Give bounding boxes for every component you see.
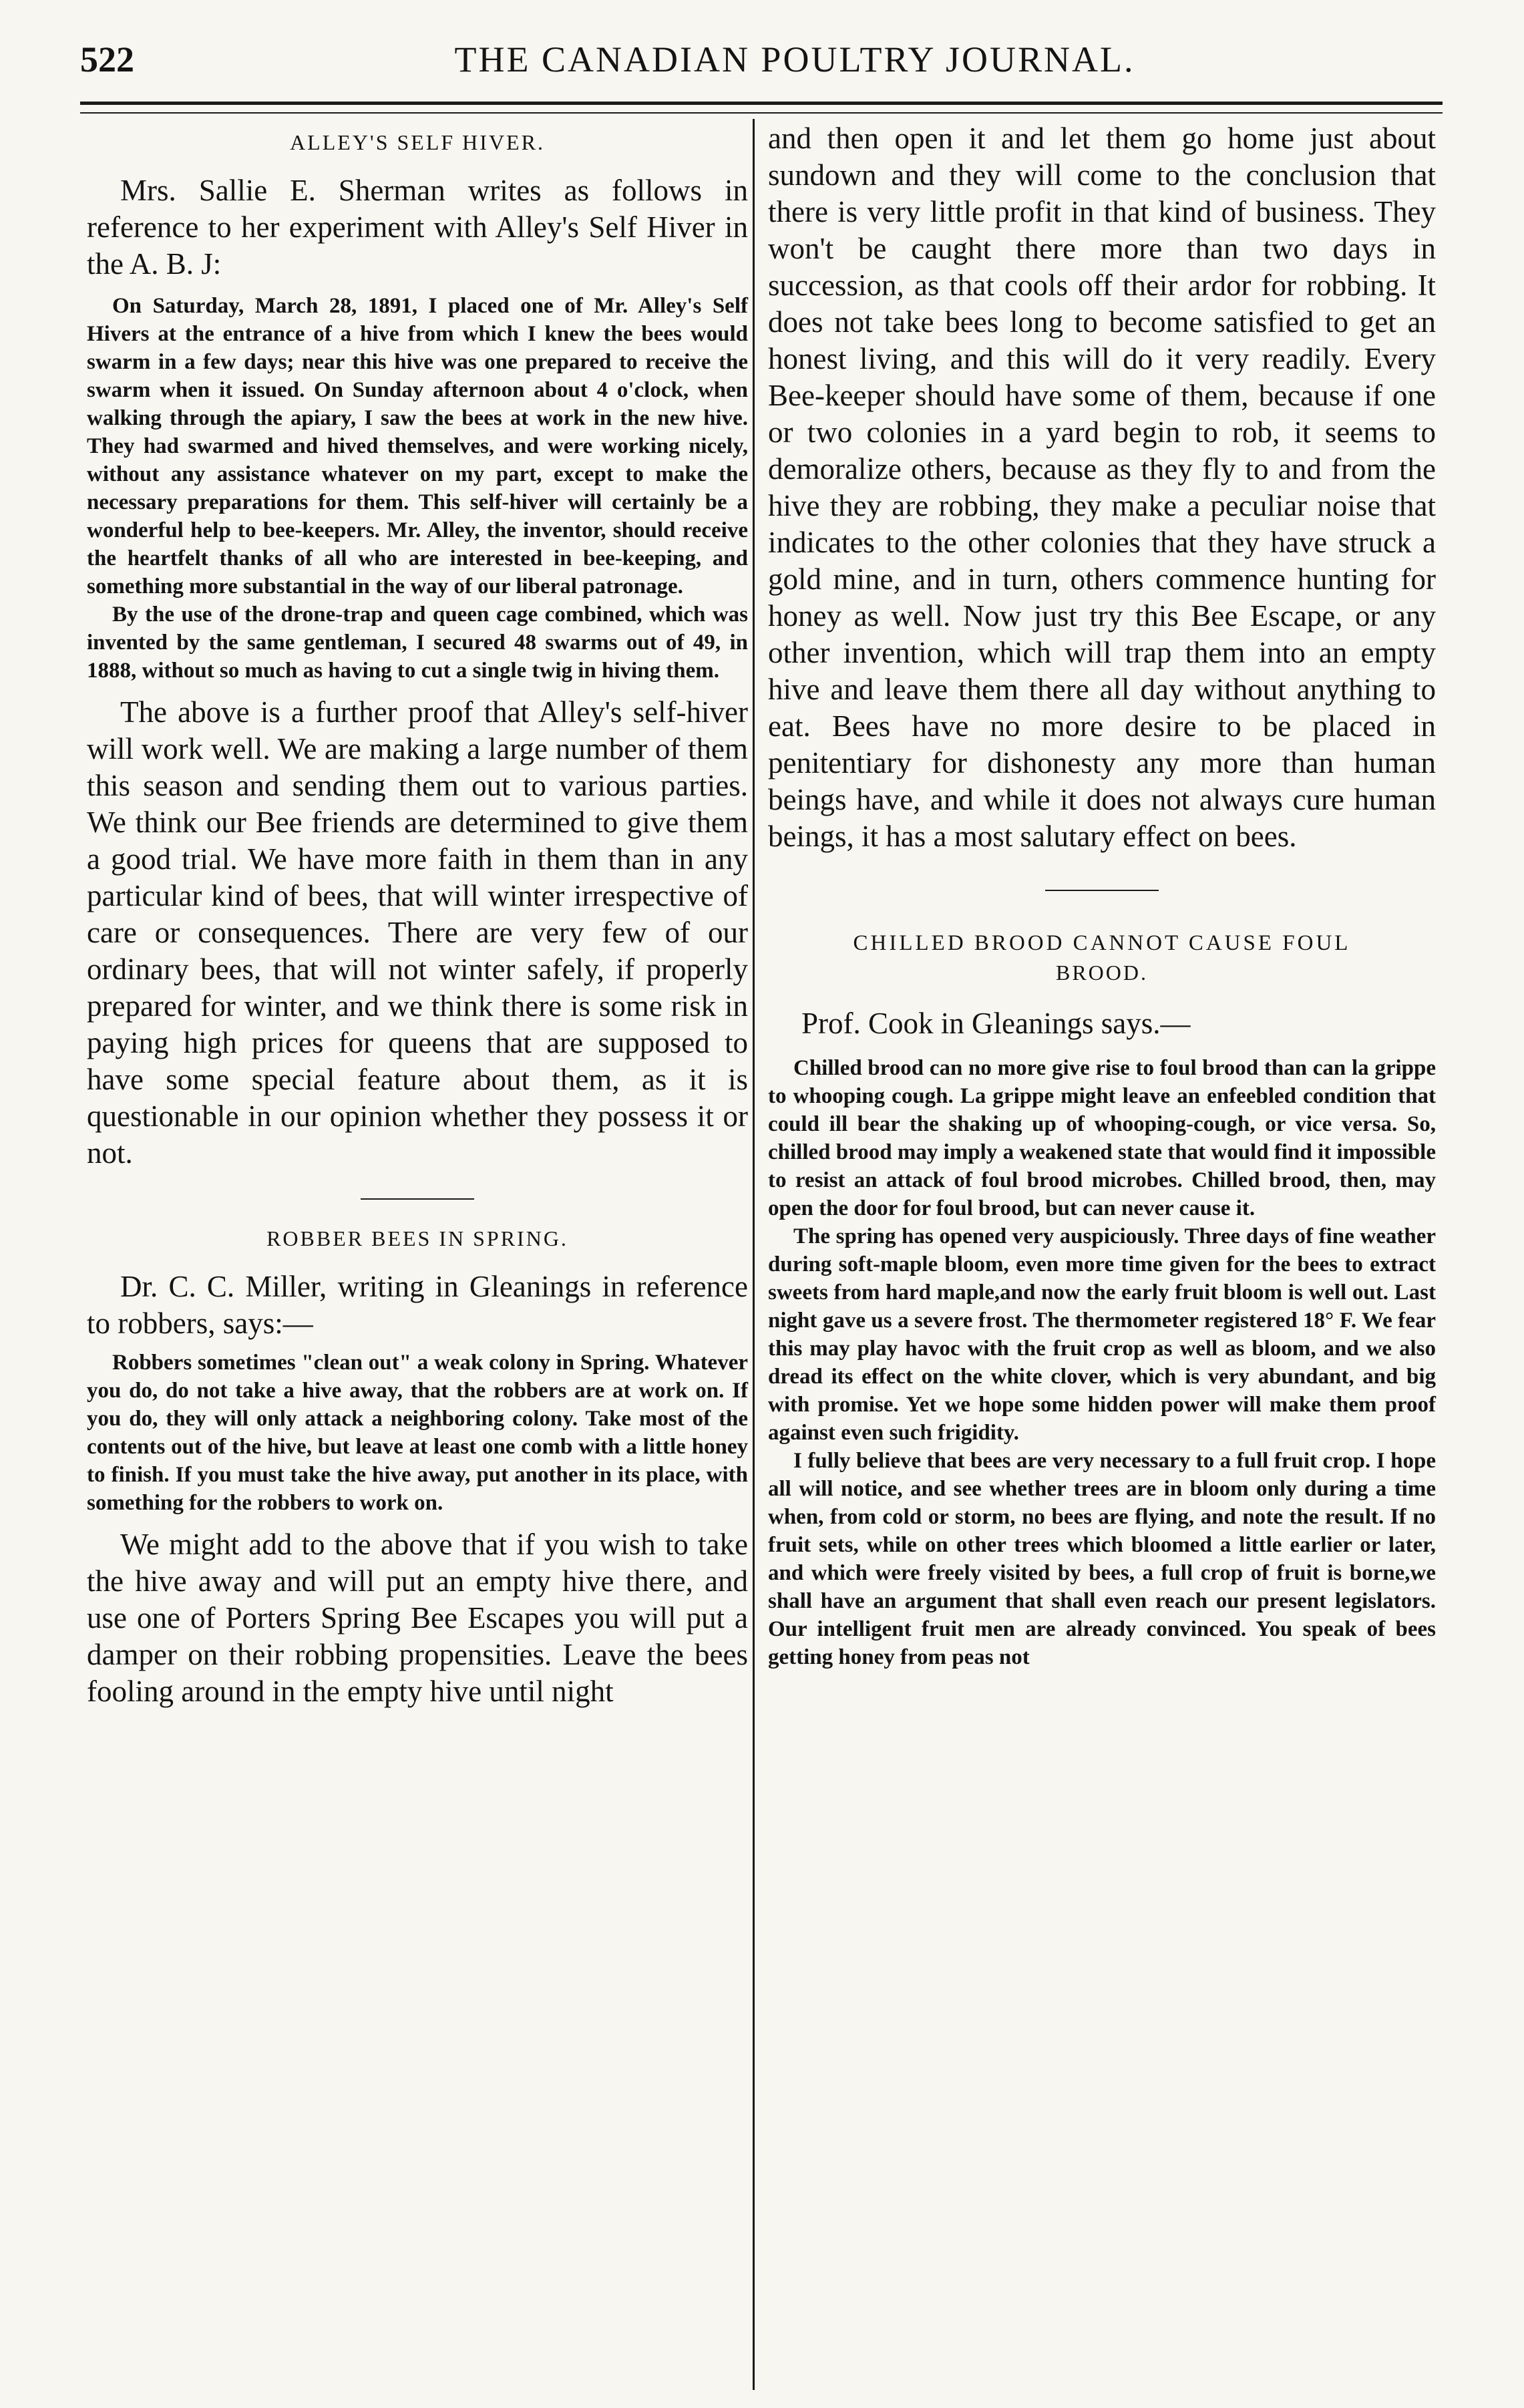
chilled-brood-paragraph-3: I fully believe that bees are very necessary to a full fruit crop. I hope all will notice, and see whether trees are in bloom only during a time when, from cold or storm, no bees are flying, and note the result. If no fruit sets, while on other trees which bloomed a little earlier or later, and which were freely visited by bees, a full crop of fruit is borne,we shall have an argument that shall even reach our present legislators. Our intelligent fruit men are already convinced. You speak of bees getting honey from peas not: [768, 1449, 1436, 1669]
header-rule-thick: [80, 102, 1443, 105]
column-divider: [753, 119, 755, 2390]
chilled-brood-paragraph-1: Chilled brood can no more give rise to foul brood than can la grippe to whooping cough. La grippe might leave an enfeebled condition that could ill bear the shaking up of whooping-cough, or vice versa. So, chilled brood may imply a weakened state that would find it impossible to resist an attack of foul brood microbes. Chilled brood, then, may open the door for foul brood, but can never cause it.: [768, 1056, 1436, 1220]
page-number: 522: [80, 39, 134, 79]
robber-bees-quote: Robbers sometimes "clean out" a weak colony in Spring. Whatever you do, do not take a hive away, that the robbers are at work on. If you do, they will only attack a neighboring colony. Take most of the contents out of the hive, but leave at least one comb with a little honey to finish. If you must take the hive away, put another in its place, with something for the robbers to work on.: [87, 1351, 748, 1515]
page-header: [80, 27, 1443, 87]
chilled-brood-paragraph-2: The spring has opened very auspiciously. Three days of fine weather during soft-maple bloom, even more time given for the bees to extract sweets from hard maple,and now the early fruit bloom is well out. Last night gave us a severe frost. The thermometer registered 18° F. We fear this may play havoc with the fruit crop as well as bloom, and we also dread its effect on the white clover, which is very abundant, and big with promise. Yet we hope some hidden power will make them proof against even such frigidity.: [768, 1224, 1436, 1445]
robber-bees-comment: We might add to the above that if you wish to take the hive away and will put an empty hive there, and use one of Porters Spring Bee Escapes you will put a damper on their robbing propensities. Leave the bees fooling around in the empty hive until night: [87, 1528, 748, 1708]
self-hiver-quote-paragraph-1: On Saturday, March 28, 1891, I placed one of Mr. Alley's Self Hivers at the entrance of a hive from which I knew the bees would swarm in a few days; near this hive was one prepared to receive the swarm when it issued. On Sunday afternoon about 4 o'clock, when walking through the apiary, I saw the bees at work in the new hive. They had swarmed and hived themselves, and were working nicely, without any assistance whatever on my part, except to make the necessary preparations for them. This self-hiver will certainly be a wonderful help to bee-keepers. Mr. Alley, the inventor, should receive the heartfelt thanks of all who are interested in bee-keeping, and something more substantial in the way of our liberal patronage.: [87, 294, 748, 598]
section-heading-robber-bees: ROBBER BEES IN SPRING.: [266, 1226, 568, 1250]
right-column: [768, 120, 1436, 1671]
robber-bees-continuation: and then open it and let them go home just about sundown and they will come to the conclusion that there is very little profit in that kind of business. They won't be caught there more than two days in succession, as that cools off their ardor for robbing. It does not take bees long to become satisfied to get an honest living, and this will do it very readily. Every Bee-keeper should have some of them, because if one or two colonies in a yard begin to rob, it seems to demoralize others, because as they fly to and from the hive they are robbing, they make a peculiar noise that indicates to the other colonies that they have struck a gold mine, and in turn, others commence hunting for honey as well. Now just try this Bee Escape, or any other invention, which will trap them into an empty hive and leave them there all day without anything to eat. Bees have no more desire to be placed in penitentiary for dishonesty any more than human beings have, and while it does not always cure human beings, it has a most salutary effect on bees.: [768, 122, 1436, 853]
section-heading-chilled-brood: CHILLED BROOD CANNOT CAUSE FOUL: [853, 931, 1351, 955]
section-divider: [361, 1198, 474, 1200]
section-heading-self-hiver: ALLEY'S SELF HIVER.: [290, 130, 545, 154]
self-hiver-quote-paragraph-2: By the use of the drone-trap and queen cage combined, which was invented by the same gentleman, I secured 48 swarms out of 49, in 1888, without so much as having to cut a single twig in hiving them.: [87, 603, 748, 683]
section-heading-chilled-brood-line-2: BROOD.: [1055, 961, 1148, 985]
header-rule-thin: [80, 112, 1443, 114]
robber-bees-intro: Dr. C. C. Miller, writing in Gleanings in reference to robbers, says:—: [87, 1270, 748, 1340]
chilled-brood-intro: Prof. Cook in Gleanings says.—: [801, 1007, 1191, 1040]
self-hiver-intro: Mrs. Sallie E. Sherman writes as follows in reference to her experiment with Alley's Self Hiver in the A. B. J:: [87, 174, 748, 281]
journal-title: THE CANADIAN POULTRY JOURNAL.: [454, 39, 1135, 79]
left-column: [87, 130, 748, 1710]
section-divider: [1045, 890, 1159, 891]
self-hiver-comment: The above is a further proof that Alley's self-hiver will work well. We are making a large number of them this season and sending them out to various parties. We think our Bee friends are determined to give them a good trial. We have more faith in them than in any particular kind of bees, that will winter irrespective of care or consequences. There are very few of our ordinary bees, that will not winter safely, if properly prepared for winter, and we think there is some risk in paying high prices for queens that are supposed to have some special feature about them, as it is questionable in our opinion whether they possess it or not.: [87, 695, 748, 1170]
